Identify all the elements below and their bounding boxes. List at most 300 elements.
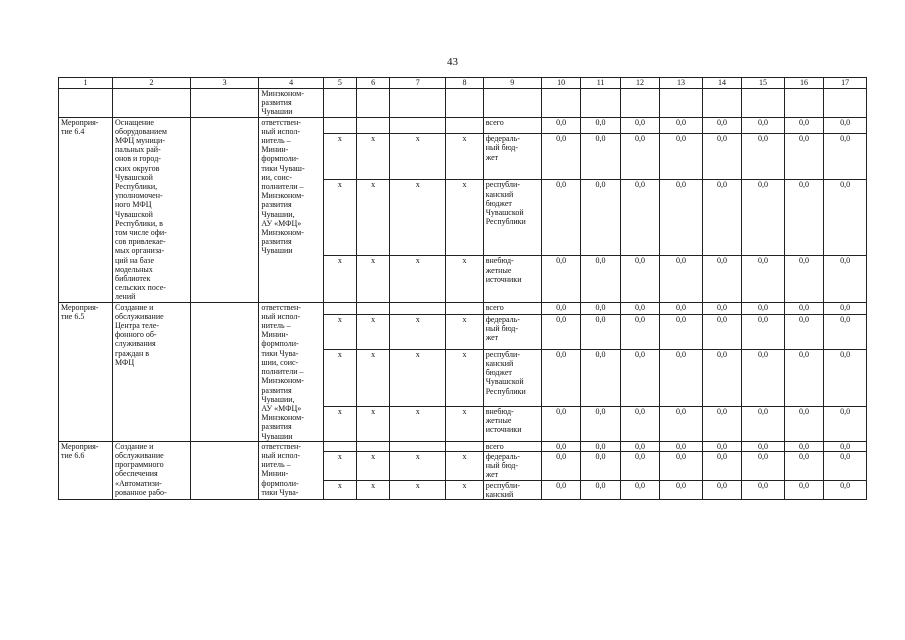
cell-line: Создание и	[115, 441, 154, 451]
value-cell: 0,0	[581, 180, 620, 256]
value-cell: 0,0	[660, 302, 703, 314]
cell-line: обеспечения	[115, 469, 158, 479]
measure-name	[113, 117, 191, 302]
measure-label	[59, 441, 113, 499]
funding-source	[483, 480, 541, 499]
value-cell: 0,0	[702, 256, 741, 302]
cell-line: Минэконом-	[261, 228, 304, 238]
cell-line: тики Чува-	[261, 487, 299, 497]
value-cell: 0,0	[784, 441, 823, 451]
cell-line: ный испол-	[261, 126, 301, 136]
value-cell: 0,0	[824, 302, 867, 314]
cell-line: тие 6.4	[61, 126, 85, 136]
table-cell	[541, 89, 580, 118]
cell-line: полнители –	[261, 182, 304, 192]
value-cell: 0,0	[541, 302, 580, 314]
code-cell: х	[357, 180, 390, 256]
cell-line: Чувашии,	[261, 394, 295, 404]
value-cell: 0,0	[824, 480, 867, 499]
value-cell: 0,0	[702, 180, 741, 256]
value-cell: 0,0	[620, 117, 659, 133]
table-cell	[446, 89, 483, 118]
value-cell: 0,0	[541, 180, 580, 256]
cell-line: Минэконом-	[261, 191, 304, 201]
cell-line: всего	[485, 302, 504, 312]
code-cell: х	[390, 180, 446, 256]
cell-line: тие 6.5	[61, 311, 85, 321]
cell-line: жет	[485, 470, 499, 480]
code-cell: х	[390, 451, 446, 480]
code-cell: х	[357, 406, 390, 441]
cell-line: республи-	[485, 180, 520, 190]
code-cell: х	[323, 480, 356, 499]
value-cell: 0,0	[620, 349, 659, 406]
value-cell: 0,0	[541, 117, 580, 133]
cell-line: Минин-	[261, 469, 289, 479]
cell-line: Мероприя-	[61, 441, 99, 451]
value-cell: 0,0	[620, 315, 659, 350]
cell-line: Мероприя-	[61, 302, 99, 312]
cell-line: Чувашии	[261, 246, 293, 256]
cell-line: развития	[261, 422, 292, 432]
value-cell: 0,0	[742, 302, 785, 314]
cell-line: шии, соис-	[261, 357, 299, 367]
cell-line: обслуживание	[115, 311, 164, 321]
cell-line: бюджет	[485, 368, 512, 378]
cell-line: Мероприя-	[61, 117, 99, 127]
cell-line: ответствен-	[261, 117, 301, 127]
value-cell: 0,0	[581, 451, 620, 480]
table-cell	[190, 302, 259, 441]
cell-line: республи-	[485, 349, 520, 359]
cell-line: Минэконом-	[261, 376, 304, 386]
value-cell: 0,0	[541, 315, 580, 350]
measure-name	[113, 441, 191, 499]
cell-line: обслуживание	[115, 450, 164, 460]
code-cell: х	[390, 406, 446, 441]
header-cell: 4	[259, 78, 323, 89]
funding-source	[483, 134, 541, 180]
table-cell	[660, 89, 703, 118]
header-cell: 12	[620, 78, 659, 89]
value-cell: 0,0	[660, 406, 703, 441]
value-cell: 0,0	[702, 349, 741, 406]
header-cell: 13	[660, 78, 703, 89]
header-cell: 17	[824, 78, 867, 89]
code-cell	[390, 117, 446, 133]
value-cell: 0,0	[581, 349, 620, 406]
table-row	[59, 117, 867, 133]
code-cell: х	[446, 180, 483, 256]
cell-line: федераль-	[485, 451, 520, 461]
code-cell	[357, 117, 390, 133]
cell-line: Чувашской	[485, 207, 524, 217]
value-cell: 0,0	[824, 117, 867, 133]
table-cell	[113, 89, 191, 118]
cell-line: Чувашии	[261, 431, 293, 441]
code-cell	[323, 441, 356, 451]
funding-source	[483, 256, 541, 302]
value-cell: 0,0	[784, 117, 823, 133]
cell-line: том числе офи-	[115, 228, 167, 238]
value-cell: 0,0	[541, 451, 580, 480]
code-cell: х	[446, 134, 483, 180]
value-cell: 0,0	[581, 480, 620, 499]
table-cell	[581, 89, 620, 118]
value-cell: 0,0	[660, 451, 703, 480]
cell-line: развития	[261, 385, 292, 395]
code-cell: х	[357, 480, 390, 499]
code-cell: х	[390, 349, 446, 406]
value-cell: 0,0	[620, 441, 659, 451]
value-cell: 0,0	[742, 256, 785, 302]
value-cell: 0,0	[660, 180, 703, 256]
cell-line: Чувашской	[115, 209, 153, 219]
cell-line: Создание и	[115, 302, 154, 312]
code-cell: х	[446, 406, 483, 441]
measure-executor	[259, 441, 323, 499]
value-cell: 0,0	[824, 315, 867, 350]
table-cell	[824, 89, 867, 118]
value-cell: 0,0	[824, 349, 867, 406]
value-cell: 0,0	[742, 480, 785, 499]
header-cell: 1	[59, 78, 113, 89]
value-cell: 0,0	[660, 349, 703, 406]
value-cell: 0,0	[541, 349, 580, 406]
value-cell: 0,0	[541, 134, 580, 180]
value-cell: 0,0	[784, 315, 823, 350]
value-cell: 0,0	[702, 451, 741, 480]
cell-line: Чувашии,	[261, 209, 295, 219]
value-cell: 0,0	[824, 256, 867, 302]
cell-line: тики Чува-	[261, 348, 299, 358]
header-cell: 14	[702, 78, 741, 89]
value-cell: 0,0	[660, 480, 703, 499]
cell-line: формполи-	[261, 478, 299, 488]
cell-line: развития	[261, 237, 292, 247]
code-cell: х	[390, 480, 446, 499]
value-cell: 0,0	[784, 480, 823, 499]
code-cell: х	[390, 256, 446, 302]
cell-line: Оснащение	[115, 117, 154, 127]
code-cell: х	[323, 315, 356, 350]
value-cell: 0,0	[581, 406, 620, 441]
code-cell: х	[446, 451, 483, 480]
cell-line: всего	[485, 117, 504, 127]
table-cell	[190, 441, 259, 499]
value-cell: 0,0	[541, 256, 580, 302]
cell-line: ций на базе	[115, 255, 155, 265]
value-cell: 0,0	[784, 302, 823, 314]
cell-line: формполи-	[261, 154, 299, 164]
header-cell: 6	[357, 78, 390, 89]
cell-line: Чувашской	[115, 172, 153, 182]
header-cell: 5	[323, 78, 356, 89]
value-cell: 0,0	[702, 302, 741, 314]
table-cell	[190, 117, 259, 302]
cell-line: источники	[485, 274, 522, 284]
code-cell: х	[446, 256, 483, 302]
cell-line: Минин-	[261, 330, 289, 340]
value-cell: 0,0	[784, 256, 823, 302]
value-cell: 0,0	[660, 134, 703, 180]
table-cell	[702, 89, 741, 118]
code-cell: х	[357, 256, 390, 302]
header-cell: 7	[390, 78, 446, 89]
value-cell: 0,0	[660, 441, 703, 451]
table-cell	[742, 89, 785, 118]
funding-source	[483, 451, 541, 480]
cell-line: развития	[261, 98, 292, 108]
cell-line: Минин-	[261, 145, 289, 155]
code-cell: х	[390, 134, 446, 180]
value-cell: 0,0	[660, 256, 703, 302]
cell-line: внебюд-	[485, 256, 514, 266]
cell-line: Республики	[485, 386, 526, 396]
value-cell: 0,0	[620, 180, 659, 256]
value-cell: 0,0	[581, 441, 620, 451]
value-cell: 0,0	[742, 134, 785, 180]
cell-line: уполномочен-	[115, 191, 163, 201]
value-cell: 0,0	[702, 480, 741, 499]
cell-line: жетные	[485, 265, 512, 275]
value-cell: 0,0	[742, 117, 785, 133]
code-cell	[446, 302, 483, 314]
cell-line: лений	[115, 292, 136, 302]
value-cell: 0,0	[824, 406, 867, 441]
cell-line: бюджет	[485, 198, 512, 208]
cell-line: формполи-	[261, 339, 299, 349]
value-cell: 0,0	[824, 134, 867, 180]
cell-line: Республики,	[115, 182, 158, 192]
cell-line: Минэконом-	[261, 413, 304, 423]
value-cell: 0,0	[620, 302, 659, 314]
cell-line: Республики	[485, 217, 526, 227]
cell-line: Республики, в	[115, 218, 163, 228]
cell-line: «Автоматизи-	[115, 478, 162, 488]
code-cell	[390, 302, 446, 314]
code-cell	[390, 441, 446, 451]
value-cell: 0,0	[620, 406, 659, 441]
code-cell: х	[323, 180, 356, 256]
cell-line: полнители –	[261, 367, 304, 377]
value-cell: 0,0	[702, 134, 741, 180]
cell-line: ный бюд-	[485, 143, 519, 153]
cell-line: сов привлекае-	[115, 237, 166, 247]
funding-source	[483, 180, 541, 256]
measure-name	[113, 302, 191, 441]
code-cell	[323, 302, 356, 314]
value-cell: 0,0	[620, 256, 659, 302]
cell-line: Центра теле-	[115, 321, 160, 331]
cell-line: ный испол-	[261, 311, 301, 321]
value-cell: 0,0	[702, 315, 741, 350]
cell-line: канский	[485, 489, 514, 499]
code-cell	[323, 117, 356, 133]
value-cell: 0,0	[581, 315, 620, 350]
value-cell: 0,0	[620, 480, 659, 499]
measure-executor	[259, 302, 323, 441]
code-cell: х	[323, 406, 356, 441]
value-cell: 0,0	[581, 302, 620, 314]
measure-label	[59, 117, 113, 302]
cell-line: мых организа-	[115, 246, 165, 256]
cell-line: тики Чуваш-	[261, 163, 305, 173]
cell-line: федераль-	[485, 315, 520, 325]
code-cell: х	[446, 480, 483, 499]
code-cell: х	[357, 134, 390, 180]
value-cell: 0,0	[742, 180, 785, 256]
cell-line: библиотек	[115, 274, 151, 284]
cell-line: Минэконом-	[261, 89, 304, 98]
funding-source	[483, 117, 541, 133]
cell-line: ный бюд-	[485, 324, 519, 334]
cell-line: ного МФЦ	[115, 200, 152, 210]
value-cell: 0,0	[581, 256, 620, 302]
cell-line: АУ «МФЦ»	[261, 218, 302, 228]
value-cell: 0,0	[784, 180, 823, 256]
cell-line: федераль-	[485, 134, 520, 144]
funding-source	[483, 315, 541, 350]
cell-line: сельских посе-	[115, 283, 166, 293]
cell-line: канский	[485, 359, 514, 369]
table-cell	[390, 89, 446, 118]
cell-line: ный испол-	[261, 450, 301, 460]
value-cell: 0,0	[581, 134, 620, 180]
cell-line: ный бюд-	[485, 461, 519, 471]
value-cell: 0,0	[824, 441, 867, 451]
table-cell	[259, 89, 323, 118]
cell-line: республи-	[485, 480, 520, 490]
value-cell: 0,0	[742, 441, 785, 451]
code-cell	[357, 302, 390, 314]
code-cell: х	[390, 315, 446, 350]
page-number: 43	[447, 56, 458, 68]
code-cell	[446, 117, 483, 133]
cell-line: жет	[485, 333, 499, 343]
value-cell: 0,0	[742, 315, 785, 350]
cell-line: АУ «МФЦ»	[261, 403, 302, 413]
budget-table	[58, 77, 867, 500]
cell-line: онов и город-	[115, 154, 161, 164]
code-cell: х	[357, 315, 390, 350]
cell-line: граждан в	[115, 348, 150, 358]
value-cell: 0,0	[581, 117, 620, 133]
code-cell: х	[323, 349, 356, 406]
cell-line: жетные	[485, 416, 512, 426]
cell-line: оборудованием	[115, 126, 167, 136]
code-cell: х	[323, 451, 356, 480]
table-cell	[190, 89, 259, 118]
value-cell: 0,0	[742, 349, 785, 406]
cell-line: фонного об-	[115, 330, 157, 340]
value-cell: 0,0	[660, 117, 703, 133]
cell-line: нитель –	[261, 460, 291, 470]
value-cell: 0,0	[541, 480, 580, 499]
value-cell: 0,0	[824, 451, 867, 480]
value-cell: 0,0	[620, 134, 659, 180]
cell-line: МФЦ	[115, 357, 135, 367]
value-cell: 0,0	[784, 349, 823, 406]
value-cell: 0,0	[702, 406, 741, 441]
value-cell: 0,0	[541, 406, 580, 441]
cell-line: Чувашии	[261, 107, 293, 117]
cell-line: канский	[485, 189, 514, 199]
table-row	[59, 302, 867, 314]
cell-line: МФЦ муници-	[115, 136, 165, 146]
cell-line: ских округов	[115, 163, 160, 173]
funding-source	[483, 441, 541, 451]
header-cell: 2	[113, 78, 191, 89]
value-cell: 0,0	[742, 406, 785, 441]
header-cell: 16	[784, 78, 823, 89]
header-cell: 15	[742, 78, 785, 89]
value-cell: 0,0	[784, 451, 823, 480]
measure-label	[59, 302, 113, 441]
header-row	[59, 78, 867, 89]
cell-line: нитель –	[261, 321, 291, 331]
value-cell: 0,0	[660, 315, 703, 350]
value-cell: 0,0	[824, 180, 867, 256]
cell-line: жет	[485, 152, 499, 162]
table-cell	[784, 89, 823, 118]
cell-line: внебюд-	[485, 406, 514, 416]
cell-line: рованное рабо-	[115, 487, 167, 497]
cell-line: ответствен-	[261, 302, 301, 312]
code-cell: х	[323, 256, 356, 302]
code-cell: х	[446, 315, 483, 350]
value-cell: 0,0	[620, 451, 659, 480]
cell-line: служивания	[115, 339, 156, 349]
code-cell	[357, 441, 390, 451]
cell-line: нитель –	[261, 136, 291, 146]
value-cell: 0,0	[702, 441, 741, 451]
code-cell: х	[357, 451, 390, 480]
table-cell	[357, 89, 390, 118]
value-cell: 0,0	[742, 451, 785, 480]
cell-line: Чувашской	[485, 377, 524, 387]
code-cell: х	[446, 349, 483, 406]
cell-line: пальных рай-	[115, 145, 161, 155]
table-cell	[483, 89, 541, 118]
table-cell	[620, 89, 659, 118]
table-row	[59, 441, 867, 451]
value-cell: 0,0	[784, 406, 823, 441]
cell-line: тие 6.6	[61, 450, 85, 460]
cell-line: развития	[261, 200, 292, 210]
cell-line: всего	[485, 441, 504, 451]
code-cell: х	[357, 349, 390, 406]
code-cell: х	[323, 134, 356, 180]
cell-line: источники	[485, 425, 522, 435]
header-cell: 11	[581, 78, 620, 89]
funding-source	[483, 406, 541, 441]
cell-line: ии, соис-	[261, 172, 293, 182]
header-cell: 10	[541, 78, 580, 89]
header-cell: 8	[446, 78, 483, 89]
code-cell	[446, 441, 483, 451]
measure-executor	[259, 117, 323, 302]
funding-source	[483, 302, 541, 314]
cell-line: ответствен-	[261, 441, 301, 451]
value-cell: 0,0	[702, 117, 741, 133]
table-cell	[323, 89, 356, 118]
table-cell	[59, 89, 113, 118]
funding-source	[483, 349, 541, 406]
cell-line: модельных	[115, 264, 153, 274]
value-cell: 0,0	[784, 134, 823, 180]
value-cell: 0,0	[541, 441, 580, 451]
